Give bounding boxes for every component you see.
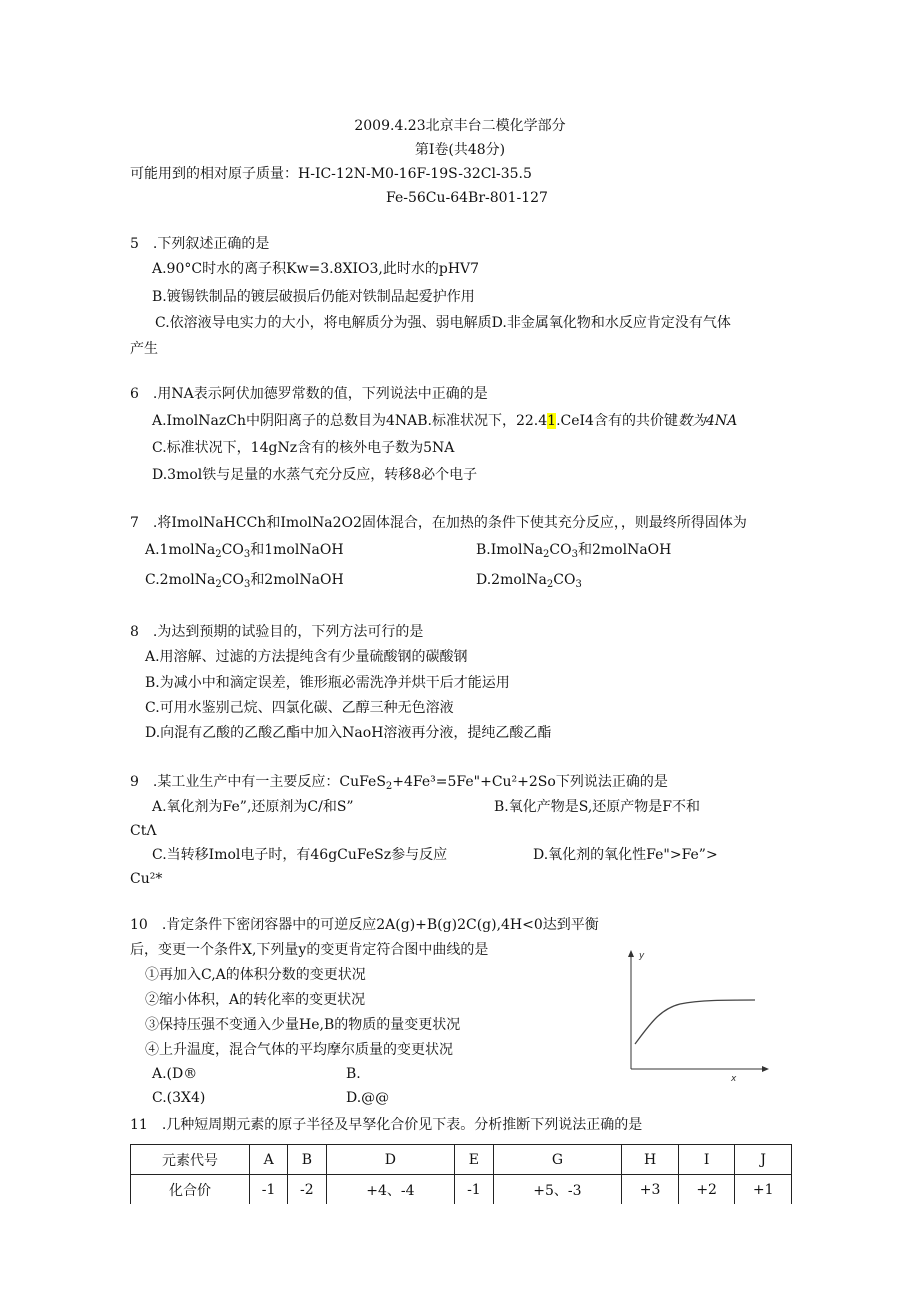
q7-d-pre: D.2molNa (476, 572, 547, 588)
q7-d-sub2: 3 (575, 579, 582, 590)
q8-stem: 8 .为达到预期的试验目的，下列方法可行的是 (130, 624, 424, 640)
q9-stem-pre: 9 .某工业生产中有一主要反应：CuFeS (130, 774, 386, 790)
q5-option-cd-cont: 产生 (130, 341, 158, 357)
q8-option-b: B.为减小中和滴定误差，锥形瓶必需洗净并烘干后才能运用 (145, 675, 510, 691)
q10-item-1: ①再加入C,A的体积分数的变更状况 (145, 967, 366, 983)
q5-option-a: A.90°C时水的离子积Kw=3.8XIO3,此时水的pHV7 (152, 261, 480, 277)
graph-y-label: y (639, 951, 645, 961)
q9-stem-post: +4Fe³=5Fe"+Cu²+2So下列说法正确的是 (392, 774, 668, 790)
q9-option-d: D.氧化剂的氧化性Fe">Fe”> (533, 847, 718, 863)
table-cell: D (326, 1145, 455, 1175)
q9-option-b-cont: CtΛ (130, 823, 157, 839)
q7-c-sub2: 3 (243, 579, 251, 590)
q11-stem: 11 .几种短周期元素的原子半径及早孥化合价见下表。分析推断下列说法正确的是 (130, 1117, 643, 1133)
table-row (131, 1175, 792, 1205)
q9-stem-sub: 2 (385, 781, 393, 792)
graph-curve (635, 1000, 755, 1044)
q7-b-pre: B.ImolNa (476, 542, 544, 558)
q7-a-post: CO (221, 542, 244, 558)
q9-option-c: C.当转移Imol电子时，有46gCuFeSz参与反应 (152, 847, 448, 863)
table-cell: +4、-4 (326, 1175, 455, 1205)
q5-option-cd: C.依溶液导电实力的大小，将电解质分为强、弱电解质D.非金属氧化物和水反应肯定没有气体 (155, 315, 731, 331)
graph-y-arrow (628, 950, 634, 957)
element-table (130, 1144, 792, 1204)
table-cell: A (250, 1145, 288, 1175)
q7-stem: 7 .将ImolNaHCCh和ImolNa2O2固体混合，在加热的条件下使其充分反应，，则最终所得固体为 (130, 515, 747, 531)
q7-c-post: CO (221, 572, 244, 588)
table-cell: 化合价 (131, 1175, 250, 1205)
page-title: 2009.4.23北京丰台二模化学部分 (354, 118, 566, 134)
atomic-mass-line-2: Fe-56Cu-64Br-801-127 (386, 190, 548, 206)
q8-option-c: C.可用水鉴别己烷、四氯化碳、乙醇三种无色溶液 (145, 700, 454, 716)
q10-option-d: D.@@ (346, 1090, 390, 1106)
q6-stem: 6 .用NA表示阿伏加德罗常数的值，下列说法中正确的是 (130, 386, 488, 402)
table-cell: +3 (622, 1175, 679, 1205)
q9-option-b: B.氧化产物是S,还原产物是F不和 (494, 799, 700, 815)
q8-option-d: D.向混有乙酸的乙酸乙酯中加入NaoH溶液再分液，提纯乙酸乙酯 (145, 725, 552, 741)
table-cell: I (678, 1145, 735, 1175)
q6-option-c: C.标准状况下，14gNz含有的核外电子数为5NA (152, 440, 455, 456)
q7-b-end: 和2molNaOH (578, 542, 672, 558)
q7-option-c (145, 571, 344, 594)
table-cell: G (493, 1145, 622, 1175)
graph-x-label: x (731, 1074, 737, 1084)
table-cell: +2 (678, 1175, 735, 1205)
table-cell: 元素代号 (131, 1145, 250, 1175)
q7-option-b (476, 541, 671, 564)
q7-b-sub2: 3 (571, 549, 578, 560)
graph-x-arrow (762, 1066, 769, 1072)
q9-option-a: A.氧化剂为Fe”,还原剂为C/和S” (152, 799, 354, 815)
q10-item-2: ②缩小体积，A的转化率的变更状况 (145, 992, 366, 1008)
q7-d-post: CO (553, 572, 576, 588)
q9-stem (130, 773, 668, 796)
q10-option-c: C.(3X4) (152, 1090, 206, 1106)
q5-option-b: B.镀锡铁制品的镀层破损后仍能对铁制品起爱护作用 (152, 289, 475, 305)
q7-b-post: CO (549, 542, 572, 558)
q8-option-a: A.用溶解、过滤的方法提纯含有少量硫酸钢的碳酸钢 (145, 649, 468, 665)
table-cell: +1 (735, 1175, 792, 1205)
q7-b-sub: 2 (543, 549, 550, 560)
q7-a-end: 和1molNaOH (250, 542, 344, 558)
q6-option-ab (152, 412, 737, 430)
table-cell: -2 (288, 1175, 326, 1205)
q7-c-sub: 2 (215, 579, 222, 590)
table-cell: H (622, 1145, 679, 1175)
q7-a-sub: 2 (215, 549, 222, 560)
q7-c-pre: C.2molNa (145, 572, 216, 588)
q6-ab-post: .CeI4含有的共价键 (556, 413, 678, 429)
table-row (131, 1145, 792, 1175)
table-cell: E (455, 1145, 493, 1175)
q7-d-sub: 2 (546, 579, 554, 590)
atomic-mass-line-1: 可能用到的相对原子质量：H-IC-12N-M0-16F-19S-32Cl-35.5 (130, 166, 532, 182)
section-title: 第I卷(共48分) (414, 142, 506, 158)
highlight-mark: 1 (547, 413, 557, 429)
q7-a-pre: A.1molNa (145, 542, 216, 558)
q10-item-4: ④上升温度，混合气体的平均摩尔质量的变更状况 (145, 1042, 453, 1058)
q7-option-a (145, 541, 344, 564)
q9-option-d-cont: Cu²* (130, 871, 163, 887)
q5-stem: 5 .下列叙述正确的是 (130, 236, 270, 252)
q7-option-d (476, 571, 582, 594)
table-cell: +5、-3 (493, 1175, 622, 1205)
q6-ab-italic: 数为4NA (677, 413, 738, 429)
table-cell: -1 (455, 1175, 493, 1205)
q10-option-b: B. (346, 1066, 361, 1082)
q10-stem: 10 .肯定条件下密闭容器中的可逆反应2A(g)+B(g)2C(g),4H<0达到平衡 (130, 917, 599, 933)
table-cell: -1 (250, 1175, 288, 1205)
q6-option-d: D.3mol铁与足量的水蒸气充分反应，转移8必个电子 (152, 467, 478, 483)
q10-curve-graph (615, 944, 775, 1084)
q10-item-3: ③保持压强不变通入少量He,B的物质的量变更状况 (145, 1017, 461, 1033)
q7-c-end: 和2molNaOH (250, 572, 344, 588)
table-cell: B (288, 1145, 326, 1175)
q6-ab-pre: A.ImolNazCh中阴阳离子的总数目为4NAB.标准状况下，22.4 (152, 413, 548, 429)
q10-stem-2: 后，变更一个条件X,下列量y的变更肯定符合图中曲线的是 (130, 942, 489, 958)
q7-a-sub2: 3 (243, 549, 251, 560)
q10-option-a: A.(D® (152, 1066, 198, 1082)
table-cell: J (735, 1145, 792, 1175)
